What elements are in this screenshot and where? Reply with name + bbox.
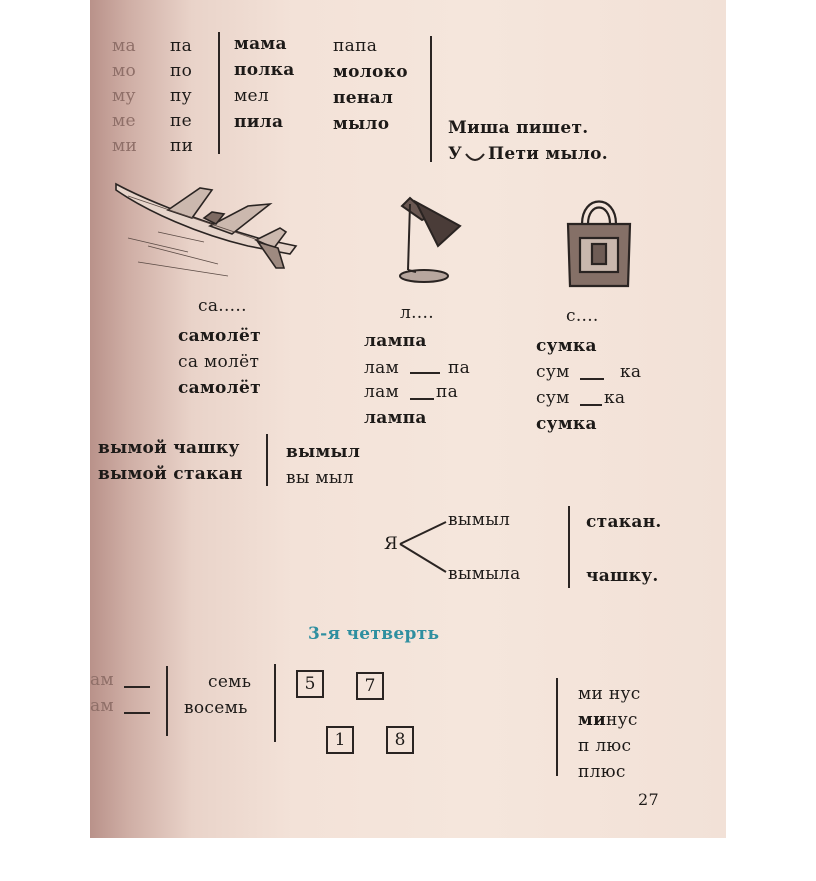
subject: Я <box>384 534 399 554</box>
blank-line <box>410 398 434 400</box>
word-hint: л.... <box>400 303 434 323</box>
word: пенал <box>333 88 394 108</box>
word-stub: ам <box>90 696 114 716</box>
word: папа <box>333 36 378 56</box>
divider <box>274 664 276 742</box>
word-line: сум <box>536 388 570 408</box>
digit-box: 5 <box>296 670 324 698</box>
divider <box>166 666 168 736</box>
word-stub: ам <box>90 670 114 690</box>
syllable: по <box>170 61 193 81</box>
blank-line <box>580 404 602 406</box>
word-line: плюс <box>578 762 626 782</box>
blank-line <box>410 372 440 374</box>
verb: вымыла <box>448 564 521 584</box>
verb: вымыл <box>448 510 511 530</box>
bag-illustration <box>564 190 634 290</box>
phrase: вымой чашку <box>98 438 240 458</box>
word-line <box>578 712 638 729</box>
word-line: лампа <box>364 408 427 428</box>
object: чашку. <box>586 566 659 586</box>
word-line: ка <box>604 388 626 408</box>
word-split: ми нус <box>578 684 641 704</box>
sentence: Миша пишет. <box>448 118 589 138</box>
divider <box>266 434 268 486</box>
word-line: ка <box>620 362 642 382</box>
word-line: па <box>448 358 471 378</box>
divider <box>556 678 558 776</box>
textbook-page <box>90 0 726 838</box>
syllable: ме <box>112 111 136 131</box>
syllable: ма <box>112 36 136 56</box>
word: вымыл <box>286 442 361 462</box>
word: вы мыл <box>286 468 354 488</box>
word-line: са молёт <box>178 352 260 372</box>
quarter-heading: 3-я четверть <box>308 624 440 644</box>
blank-line <box>580 378 604 380</box>
liaison-arc-icon <box>464 150 486 164</box>
blank-line <box>124 686 150 688</box>
word-line: лам <box>364 382 400 402</box>
object: стакан. <box>586 512 662 532</box>
syllable: пи <box>170 136 194 156</box>
sentence-part: У <box>448 144 463 164</box>
divider <box>218 32 220 154</box>
word-hint: са..... <box>198 296 247 316</box>
syllable: пу <box>170 86 192 106</box>
phrase: вымой стакан <box>98 464 243 484</box>
branch-lines <box>396 518 452 576</box>
digit-box: 1 <box>326 726 354 754</box>
word-line: сумка <box>536 336 597 356</box>
word-line: самолёт <box>178 378 261 398</box>
word-line: лампа <box>364 331 427 351</box>
word-line: сум <box>536 362 570 382</box>
syllable: мо <box>112 61 137 81</box>
number-word: восемь <box>184 698 248 718</box>
divider <box>430 36 432 162</box>
airplane-illustration <box>108 176 308 280</box>
syllable: му <box>112 86 136 106</box>
word: полка <box>234 60 295 80</box>
word: мама <box>234 34 287 54</box>
digit-box: 8 <box>386 726 414 754</box>
word-line: па <box>436 382 459 402</box>
syllable: па <box>170 36 193 56</box>
syllable: ми <box>112 136 138 156</box>
syllable-rest: нус <box>605 710 638 730</box>
word: молоко <box>333 62 408 82</box>
number-word: семь <box>208 672 252 692</box>
desk-lamp-illustration <box>394 190 468 286</box>
syllable: пе <box>170 111 192 131</box>
word-line: самолёт <box>178 326 261 346</box>
bold-syllable: ми <box>578 710 606 730</box>
word: пила <box>234 112 284 132</box>
word-hint: с.... <box>566 306 599 326</box>
divider <box>568 506 570 588</box>
word-line: лам <box>364 358 400 378</box>
sentence-part: Пети мыло. <box>488 144 608 164</box>
word-line: сумка <box>536 414 597 434</box>
page-number: 27 <box>638 790 659 809</box>
word: мел <box>234 86 269 106</box>
digit-box: 7 <box>356 672 384 700</box>
blank-line <box>124 712 150 714</box>
word: мыло <box>333 114 390 134</box>
word-split: п люс <box>578 736 632 756</box>
